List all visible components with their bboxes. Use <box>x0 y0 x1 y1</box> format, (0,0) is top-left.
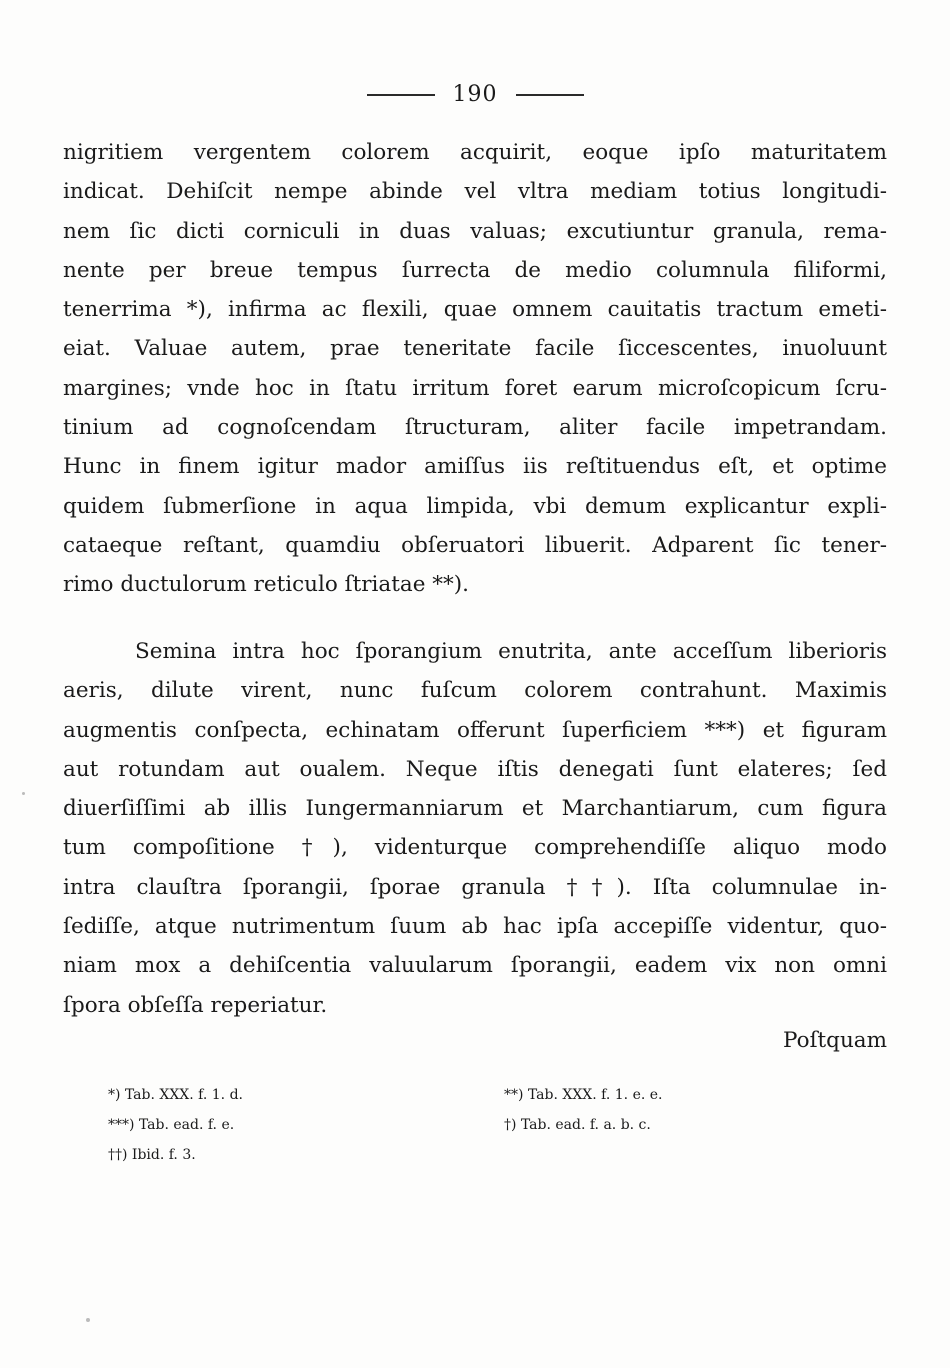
text-line: aeris, dilute virent, nunc fuſcum colorem contrahunt. Maximis <box>63 678 887 704</box>
footnote: ***) Tab. ead. f. e. <box>108 1117 235 1133</box>
text-line: tum compoſitione †), videnturque comprehendiſſe aliquo modo <box>63 835 887 861</box>
footnotes <box>108 1080 788 1170</box>
catchword: Poſtquam <box>783 1028 887 1053</box>
text-line: cataeque reſtant, quamdiu obſeruatori libuerit. Adparent ſic tener- <box>63 532 887 558</box>
footnote-row <box>108 1110 788 1140</box>
text-line: intra clauſtra ſporangii, ſporae granula ††). Iſta columnulae in- <box>63 874 887 900</box>
text-line: eiat. Valuae autem, prae teneritate facile ſiccescentes, inuoluunt <box>63 336 887 362</box>
text-line: diuerſiſſimi ab illis Iungermanniarum et Marchantiarum, cum figura <box>63 796 887 822</box>
text-line: niam mox a dehiſcentia valuularum ſporangii, eadem vix non omni <box>63 953 887 979</box>
text-line: Hunc in finem igitur mador amiſſus iis reſtituendus eſt, et optime <box>63 454 887 480</box>
text-line: augmentis conſpecta, echinatam offerunt ſuperficiem ***) et figuram <box>63 717 887 743</box>
text-line: ſpora obſeſſa reperiatur. <box>63 992 328 1018</box>
footnote-row <box>108 1140 788 1170</box>
text-line: ſediſſe, atque nutrimentum ſuum ab hac ipſa accepiſſe videntur, quo- <box>63 914 887 940</box>
header-rule-left <box>367 94 435 96</box>
text-line: quidem ſubmerſione in aqua limpida, vbi demum explicantur expli- <box>63 493 887 519</box>
footnote: *) Tab. XXX. f. 1. d. <box>108 1087 243 1103</box>
text-line: margines; vnde hoc in ſtatu irritum foret earum microſcopicum ſcru- <box>63 375 887 401</box>
text-line: nigritiem vergentem colorem acquirit, eoque ipſo maturitatem <box>63 140 887 165</box>
header-rule-right <box>516 94 584 96</box>
text-line: rimo ductulorum reticulo ſtriatae **). <box>63 572 469 598</box>
text-line: aut rotundam aut oualem. Neque iſtis denegati ſunt elateres; ſed <box>63 756 887 782</box>
text-line: tinium ad cognoſcendam ſtructuram, aliter facile impetrandam. <box>63 415 887 441</box>
page-number: 190 <box>452 82 498 107</box>
paragraph-2 <box>63 632 887 1025</box>
paper-speck <box>86 1318 90 1322</box>
text-line: tenerrima *), infirma ac flexili, quae omnem cauitatis tractum emeti- <box>63 297 887 323</box>
footnote: ††) Ibid. f. 3. <box>108 1147 196 1163</box>
text-line: nem ſic dicti corniculi in duas valuas; excutiuntur granula, rema- <box>63 218 887 244</box>
footnote: †) Tab. ead. f. a. b. c. <box>504 1117 651 1133</box>
paper-speck <box>22 792 25 795</box>
text-line: Semina intra hoc ſporangium enutrita, ante acceſſum liberioris <box>135 639 887 664</box>
text-line: nente per breue tempus ſurrecta de medio columnula filiformi, <box>63 257 887 283</box>
footnote: **) Tab. XXX. f. 1. e. e. <box>504 1087 663 1103</box>
paragraph-1 <box>63 133 887 605</box>
footnote-row <box>108 1080 788 1110</box>
page-header <box>0 82 950 107</box>
footnote <box>504 1140 788 1170</box>
text-line: indicat. Dehiſcit nempe abinde vel vltra mediam totius longitudi- <box>63 179 887 205</box>
